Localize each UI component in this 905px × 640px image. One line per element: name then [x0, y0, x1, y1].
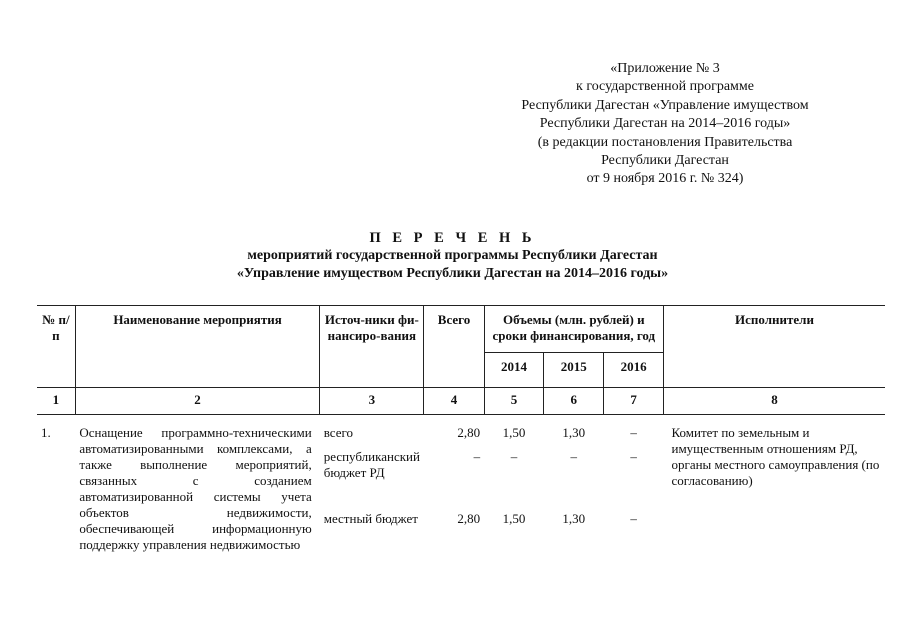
header-year-2016: 2016 [604, 353, 664, 388]
table-row [37, 415, 885, 448]
funding-2014: – [510, 449, 518, 464]
funding-total: – [473, 449, 481, 464]
appendix-line: Республики Дагестан «Управление имуществом [521, 97, 809, 113]
document-title [0, 229, 905, 283]
row-num: 1. [41, 425, 51, 440]
header-executors: Исполнители [664, 306, 886, 388]
col-number: 6 [544, 388, 604, 415]
header-source: Источ-ники фи-нансиро-вания [320, 306, 424, 388]
funding-2014: 1,50 [502, 425, 526, 440]
funding-2015: – [570, 449, 578, 464]
column-number-row [37, 388, 885, 415]
funding-source: республиканский бюджет РД [323, 449, 420, 480]
appendix-line: от 9 ноября 2016 г. № 324) [586, 171, 744, 187]
appendix-line: к государственной программе [576, 79, 754, 95]
header-year-2014: 2014 [484, 353, 544, 388]
header-year-2015: 2015 [544, 353, 604, 388]
header-total: Всего [424, 306, 484, 388]
appendix-line: Республики Дагестан на 2014–2016 годы» [539, 116, 791, 132]
appendix-note [480, 60, 850, 189]
header-num: № п/п [42, 312, 70, 343]
funding-2016: – [630, 425, 637, 440]
funding-2016: – [630, 449, 637, 464]
col-number: 2 [75, 388, 319, 415]
funding-2014: 1,50 [502, 511, 526, 526]
appendix-line: «Приложение № 3 [610, 61, 720, 76]
header-volumes: Объемы (млн. рублей) и сроки финансирования, год [484, 306, 663, 353]
row-executors: Комитет по земельным и имущественным отношениям РД, органы местного самоуправления (по согласованию) [671, 425, 880, 488]
funding-total: 2,80 [457, 511, 481, 526]
col-number: 8 [664, 388, 886, 415]
funding-2016: – [630, 511, 637, 526]
col-number: 1 [52, 392, 60, 407]
col-number: 5 [484, 388, 544, 415]
title-heading: П Е Р Е Ч Е Н Ь [369, 230, 536, 246]
col-number: 3 [320, 388, 424, 415]
funding-source: местный бюджет [323, 511, 418, 526]
title-line-2: «Управление имуществом Республики Дагестан на 2014–2016 годы» [236, 266, 669, 281]
funding-2015: 1,30 [562, 425, 586, 440]
col-number: 4 [424, 388, 484, 415]
row-name: Оснащение программно-техническими автоматизированными комплексами, а также выполнение мероприятий, связанных с созданием автоматизированной системы учета объектов недвижимости, обеспечивающей информационную поддержку управления недвижимостью [79, 425, 312, 552]
appendix-line: (в редакции постановления Правительства [537, 134, 793, 150]
header-name: Наименование мероприятия [75, 306, 319, 388]
title-line-1: мероприятий государственной программы Республики Дагестан [247, 248, 658, 263]
funding-2015: 1,30 [562, 511, 586, 526]
col-number: 7 [604, 388, 664, 415]
activities-table [37, 305, 885, 553]
header-row [37, 306, 885, 353]
funding-source: всего [323, 425, 353, 440]
appendix-line: Республики Дагестан [601, 153, 729, 169]
funding-total: 2,80 [457, 425, 481, 440]
